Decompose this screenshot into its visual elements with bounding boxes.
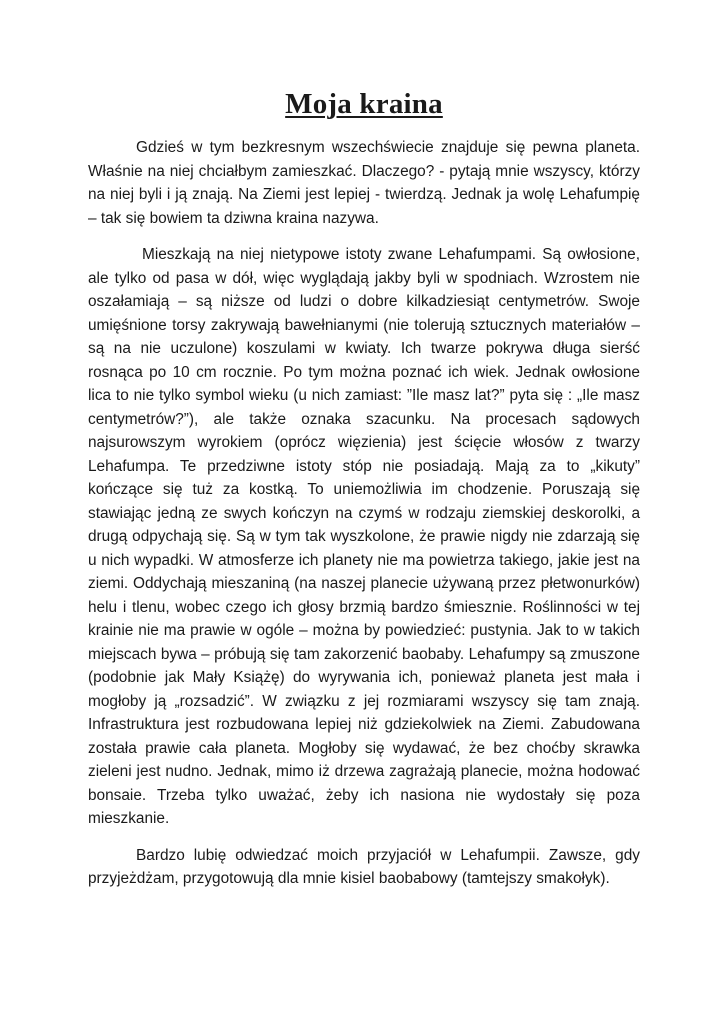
document-page: [88, 84, 640, 904]
paragraph-intro: Gdzieś w tym bezkresnym wszechświecie znajduje się pewna planeta. Właśnie na niej chciałbym zamieszkać. Dlaczego? - pytają mnie wszyscy, którzy na niej byli i ją znają. Na Ziemi jest lepiej - twierdzą. Jednak ja wolę Lehafumpię – tak się bowiem ta dziwna kraina nazywa.: [88, 139, 640, 227]
document-title: Moja kraina: [285, 88, 443, 120]
paragraph-inhabitants: Mieszkają na niej nietypowe istoty zwane Lehafumpami. Są owłosione, ale tylko od pasa w dół, więc wyglądają jakby byli w spodniach. Wzrostem nie oszałamiają – są niższe od ludzi o dobre kilkadziesiąt centymetrów. Swoje umięśnione torsy zakrywają bawełnianymi (nie tolerują sztucznych materiałów – są na nie uczulone) koszulami w kwiaty. Ich twarze pokrywa długa sierść rosnąca po 10 cm rocznie. Po tym można poznać ich wiek. Jednak owłosione lica to nie tylko symbol wieku (u nich zamiast: ”Ile masz lat?” pyta się : „Ile masz centymetrów?”), ale także oznaka szacunku. Na procesach sądowych najsurowszym wyrokiem (oprócz więzienia) jest ścięcie włosów z twarzy Lehafumpa. Te przedziwne istoty stóp nie posiadają. Mają za to „kikuty” kończące się tuż za kostką. To uniemożliwia im chodzenie. Poruszają się stawiając jedną ze swych kończyn na czymś w rodzaju ziemskiej deskorolki, a drugą odpychają się. Są w tym tak wyszkolone, że prawie nigdy nie zdarzają się u nich wypadki. W atmosferze ich planety nie ma powietrza takiego, jakie jest na ziemi. Oddychają mieszaniną (na naszej planecie używaną przez płetwonurków) helu i tlenu, wobec czego ich głosy brzmią bardzo śmiesznie. Roślinności w tej krainie nie ma prawie w ogóle – można by powiedzieć: pustynia. Jak to w takich miejscach bywa – próbują się tam zakorzenić baobaby. Lehafumpy są zmuszone (podobnie jak Mały Książę) do wyrywania ich, ponieważ planeta jest mała i mogłoby ją „rozsadzić”. W związku z jej rozmiarami wszyscy się tam znają. Infrastruktura jest rozbudowana lepiej niż gdziekolwiek na Ziemi. Zabudowana została prawie cała planeta. Mogłoby się wydawać, że bez choćby skrawka zieleni jest nudno. Jednak, mimo iż drzewa zagrażają planecie, można hodować bonsaie. Trzeba tylko uważać, żeby ich nasiona nie wydostały się poza mieszkanie.: [88, 246, 640, 827]
paragraph-visits: Bardzo lubię odwiedzać moich przyjaciół w Lehafumpii. Zawsze, gdy przyjeżdżam, przygotowują dla mnie kisiel baobabowy (tamtejszy smakołyk).: [88, 846, 640, 887]
